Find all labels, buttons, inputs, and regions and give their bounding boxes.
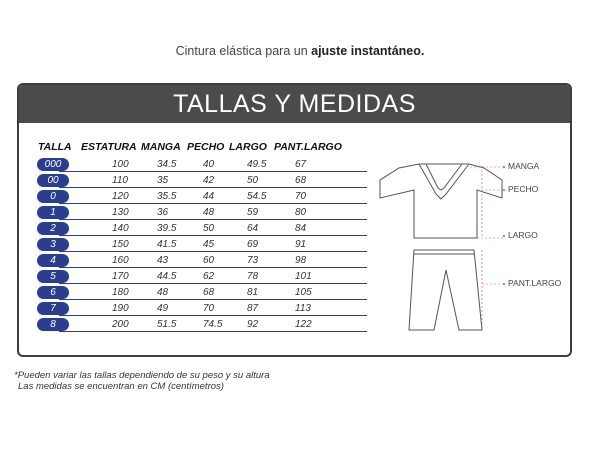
cell-estatura: 200 [112, 319, 129, 330]
jacket-outline [380, 164, 502, 238]
cell-manga: 44.5 [157, 271, 177, 282]
cell-manga: 39.5 [157, 223, 177, 234]
label-largo: LARGO [508, 230, 538, 240]
row-divider [59, 299, 367, 300]
cell-pant: 122 [295, 319, 312, 330]
largo-dot [503, 235, 505, 237]
size-badge: 7 [37, 302, 69, 315]
row-divider [59, 171, 367, 172]
cell-estatura: 120 [112, 191, 129, 202]
size-badge: 4 [37, 254, 69, 267]
cell-pant: 80 [295, 207, 307, 218]
cell-pecho: 74.5 [203, 319, 223, 330]
cell-manga: 49 [157, 303, 169, 314]
col-head-pecho: PECHO [187, 141, 225, 153]
label-manga: MANGA [508, 161, 540, 171]
cell-largo: 92 [247, 319, 259, 330]
cell-largo: 54.5 [247, 191, 267, 202]
uniform-diagram [374, 150, 569, 355]
cell-pant: 67 [295, 159, 307, 170]
size-badge: 00 [37, 174, 69, 187]
size-badge: 3 [37, 238, 69, 251]
row-divider [59, 283, 367, 284]
size-badge: 8 [37, 318, 69, 331]
size-chart-card [17, 83, 572, 357]
size-badge: 5 [37, 270, 69, 283]
col-head-talla: TALLA [38, 141, 72, 153]
cell-pecho: 68 [203, 287, 215, 298]
row-divider [59, 203, 367, 204]
cell-estatura: 180 [112, 287, 129, 298]
size-chart-title: TALLAS Y MEDIDAS [19, 85, 570, 123]
table-row [37, 173, 367, 189]
cell-manga: 35.5 [157, 191, 177, 202]
label-pecho: PECHO [508, 184, 539, 194]
cell-manga: 36 [157, 207, 169, 218]
cell-pecho: 62 [203, 271, 215, 282]
size-badge: 2 [37, 222, 69, 235]
table-row [37, 269, 367, 285]
label-pant-largo: PANT.LARGO [508, 278, 562, 288]
cell-manga: 41.5 [157, 239, 177, 250]
cell-pecho: 70 [203, 303, 215, 314]
cell-pant: 101 [295, 271, 312, 282]
cell-estatura: 190 [112, 303, 129, 314]
row-divider [59, 235, 367, 236]
size-badge: 6 [37, 286, 69, 299]
col-head-manga: MANGA [141, 141, 181, 153]
col-head-pant-largo: PANT.LARGO [274, 141, 342, 153]
cell-pant: 68 [295, 175, 307, 186]
cell-pecho: 50 [203, 223, 215, 234]
cell-pecho: 44 [203, 191, 215, 202]
tagline [0, 44, 600, 58]
table-row [37, 189, 367, 205]
table-row [37, 205, 367, 221]
table-row [37, 237, 367, 253]
row-divider [59, 219, 367, 220]
cell-largo: 73 [247, 255, 259, 266]
cell-largo: 78 [247, 271, 259, 282]
footnote [14, 370, 270, 392]
cell-manga: 34.5 [157, 159, 177, 170]
cell-manga: 35 [157, 175, 169, 186]
cell-estatura: 170 [112, 271, 129, 282]
uniform-illustration [374, 150, 569, 350]
size-badge: 1 [37, 206, 69, 219]
tagline-bold: ajuste instantáneo. [311, 44, 425, 58]
row-divider [59, 315, 367, 316]
table-row [37, 253, 367, 269]
tagline-text: Cintura elástica para un [175, 44, 312, 58]
cell-estatura: 140 [112, 223, 129, 234]
cell-estatura: 100 [112, 159, 129, 170]
cell-pecho: 40 [203, 159, 215, 170]
cell-pecho: 60 [203, 255, 215, 266]
footnote-line-2: Las medidas se encuentran en CM (centímetros) [18, 381, 224, 392]
row-divider [59, 251, 367, 252]
cell-manga: 51.5 [157, 319, 177, 330]
cell-pant: 105 [295, 287, 312, 298]
table-row [37, 285, 367, 301]
jacket-collar [419, 164, 469, 199]
table-row [37, 157, 367, 173]
col-head-estatura: ESTATURA [81, 141, 137, 153]
cell-largo: 81 [247, 287, 259, 298]
cell-pant: 113 [295, 303, 311, 314]
cell-largo: 59 [247, 207, 259, 218]
cell-pant: 70 [295, 191, 307, 202]
cell-largo: 50 [247, 175, 259, 186]
cell-manga: 48 [157, 287, 169, 298]
cell-largo: 64 [247, 223, 259, 234]
cell-largo: 49.5 [247, 159, 267, 170]
cell-largo: 87 [247, 303, 259, 314]
cell-estatura: 160 [112, 255, 129, 266]
cell-manga: 43 [157, 255, 169, 266]
pant-dot [503, 283, 505, 285]
row-divider [59, 267, 367, 268]
footnote-line-1: *Pueden variar las tallas dependiendo de su peso y su altura [14, 370, 270, 381]
cell-pecho: 48 [203, 207, 215, 218]
size-badge: 0 [37, 190, 69, 203]
cell-estatura: 110 [112, 175, 128, 186]
manga-dot [503, 166, 505, 168]
pecho-dot [503, 189, 505, 191]
cell-largo: 69 [247, 239, 259, 250]
row-divider [59, 331, 367, 332]
table-row [37, 301, 367, 317]
cell-estatura: 150 [112, 239, 129, 250]
cell-pecho: 45 [203, 239, 215, 250]
col-head-largo: LARGO [229, 141, 267, 153]
cell-pant: 84 [295, 223, 307, 234]
table-row [37, 221, 367, 237]
table-row [37, 317, 367, 333]
pants-outline [409, 250, 482, 330]
cell-estatura: 130 [112, 207, 129, 218]
row-divider [59, 187, 367, 188]
cell-pant: 98 [295, 255, 307, 266]
cell-pant: 91 [295, 239, 307, 250]
size-badge: 000 [37, 158, 69, 171]
cell-pecho: 42 [203, 175, 215, 186]
